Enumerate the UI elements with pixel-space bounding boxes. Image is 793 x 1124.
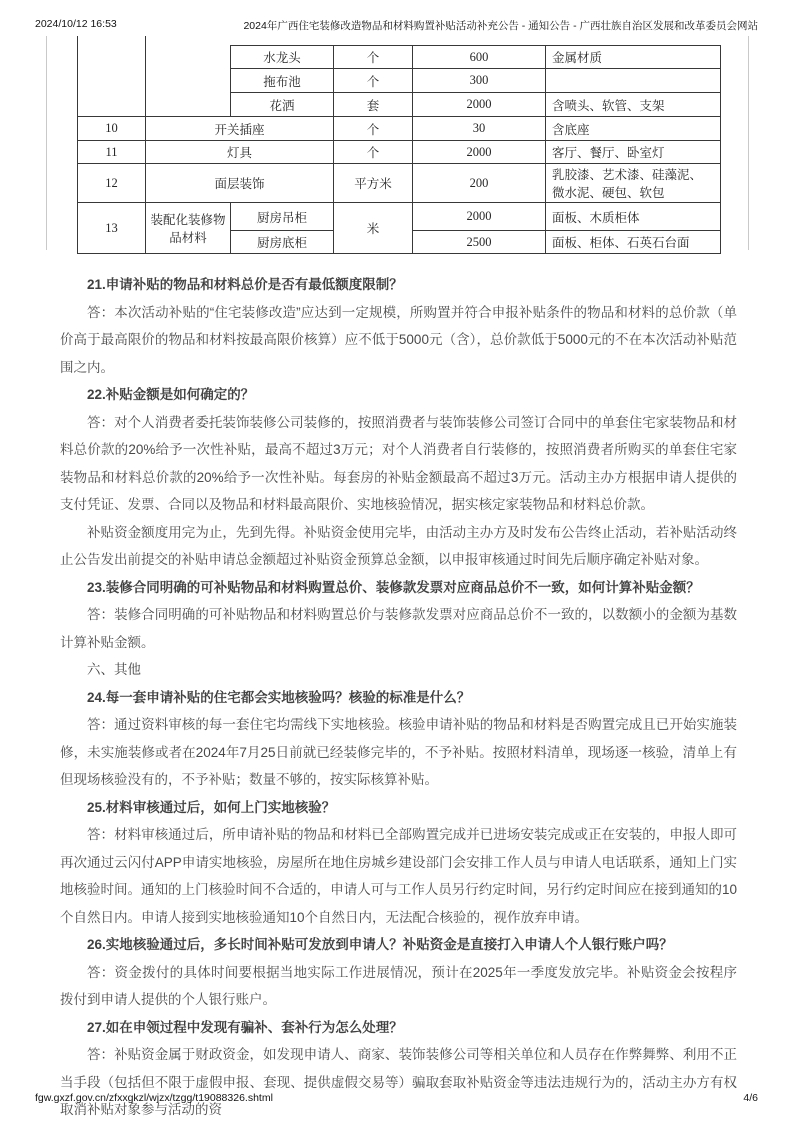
cell-no: 10	[78, 117, 146, 141]
question-22: 22.补贴金额是如何确定的？	[87, 387, 255, 402]
question-27: 27.如在申领过程中发现有骗补、套补行为怎么处理？	[87, 1019, 403, 1035]
cell-item: 水龙头	[231, 46, 334, 69]
cell-no-continued	[78, 46, 146, 117]
table-row	[78, 117, 721, 141]
answer-25: 答：材料审核通过后，所申请补贴的物品和材料已全部购置完成并已进场安装完成或正在安装的，申报人即可再次通过云闪付APP申请实地核验，房屋所在地住房城乡建设部门会安排工作人员与申请人电话联系，通知上门实地核验时间。通知的上门核验时间不合适的，申请人可与工作人员另行约定时间，另行约定时间应在接到通知的10个自然日内。申请人接到实地核验通知10个自然日内，无法配合核验的，视作放弃申请。	[60, 827, 737, 925]
print-datetime: 2024/10/12 16:53	[35, 18, 117, 30]
table-row	[78, 141, 721, 164]
cell-price: 2000	[413, 141, 546, 164]
page-number: 4/6	[743, 1092, 758, 1104]
table-row	[78, 164, 721, 203]
document-body	[60, 271, 737, 1124]
cell-remark: 含底座	[546, 117, 721, 141]
cell-remark: 含喷头、软管、支架	[546, 93, 721, 117]
cell-item: 厨房吊柜	[231, 203, 334, 231]
cell-price: 30	[413, 117, 546, 141]
cell-unit: 平方米	[334, 164, 413, 203]
answer-22-paragraph-2: 补贴资金额度用完为止，先到先得。补贴资金使用完毕，由活动主办方及时发布公告终止活动，若补贴活动终止公告发出前提交的补贴申请总金额超过补贴资金预算总金额，以申报审核通过时间先后顺序确定补贴对象。	[60, 524, 737, 567]
cell-item-name: 面层装饰	[146, 164, 334, 203]
clipped-left-border-line	[46, 36, 47, 250]
cell-no: 11	[78, 141, 146, 164]
answer-21: 答：本次活动补贴的“住宅装修改造”应达到一定规模，所购置并符合申报补贴条件的物品和材料的总价款（单价高于最高限价的物品和材料按最高限价核算）应不低于5000元（含），总价款低于5000元的不在本次活动补贴范围之内。	[60, 304, 737, 375]
cell-remark	[546, 69, 721, 93]
source-url: fgw.gxzf.gov.cn/zfxxgkzl/wjzx/tzgg/t19088326.shtml	[35, 1092, 273, 1104]
cell-category-continued	[146, 46, 231, 117]
cell-unit: 个	[334, 46, 413, 69]
cell-price: 2000	[413, 93, 546, 117]
subsidy-table-wrap	[77, 45, 721, 254]
question-21: 21.申请补贴的物品和材料总价是否有最低额度限制？	[87, 277, 403, 292]
cell-item-name: 开关插座	[146, 117, 334, 141]
question-23: 23.装修合同明确的可补贴物品和材料购置总价、装修款发票对应商品总价不一致，如何计算补贴金额？	[87, 579, 700, 595]
question-24: 24.每一套申请补贴的住宅都会实地核验吗？核验的标准是什么？	[87, 689, 471, 705]
cell-category: 装配化装修物品材料	[146, 203, 231, 254]
page-title: 2024年广西住宅装修改造物品和材料购置补贴活动补充公告 - 通知公告 - 广西壮族自治区发展和改革委员会网站	[243, 20, 758, 32]
answer-26: 答：资金拨付的具体时间要根据当地实际工作进展情况，预计在2025年一季度发放完毕。补贴资金会按程序拨付到申请人提供的个人银行账户。	[60, 964, 737, 1007]
cell-unit: 个	[334, 117, 413, 141]
cell-remark: 面板、柜体、石英石台面	[546, 231, 721, 254]
cell-remark: 客厅、餐厅、卧室灯	[546, 141, 721, 164]
answer-27-truncated: 答：补贴资金属于财政资金，如发现申请人、商家、装饰装修公司等相关单位和人员存在作弊舞弊、利用不正当手段（包括但不限于虚假申报、套现、提供虚假交易等）骗取套取补贴资金等违法违规行为的，活动主办方有权取消补贴对象参与活动的资	[60, 1047, 737, 1117]
clipped-right-border-line	[748, 36, 749, 250]
cell-item: 花洒	[231, 93, 334, 117]
cell-price: 200	[413, 164, 546, 203]
section-heading-6: 六、其他	[87, 662, 141, 677]
cell-remark: 乳胶漆、艺术漆、硅藻泥、微水泥、硬包、软包	[546, 164, 721, 203]
cell-unit: 米	[334, 203, 413, 254]
cell-price: 2000	[413, 203, 546, 231]
cell-remark: 面板、木质柜体	[546, 203, 721, 231]
cell-no: 12	[78, 164, 146, 203]
cell-item-name: 灯具	[146, 141, 334, 164]
answer-24: 答：通过资料审核的每一套住宅均需线下实地核验。核验申请补贴的物品和材料是否购置完成且已开始实施装修，未实施装修或者在2024年7月25日前就已经装修完毕的，不予补贴。按照材料清单，现场逐一核验，清单上有但现场核验没有的，不予补贴；数量不够的，按实际核算补贴。	[60, 717, 737, 787]
table-row	[78, 46, 721, 69]
cell-remark: 金属材质	[546, 46, 721, 69]
print-footer	[35, 1092, 758, 1104]
table-row	[78, 203, 721, 231]
cell-price: 600	[413, 46, 546, 69]
cell-no: 13	[78, 203, 146, 254]
question-25: 25.材料审核通过后，如何上门实地核验？	[87, 799, 336, 815]
cell-unit: 套	[334, 93, 413, 117]
answer-23: 答：装修合同明确的可补贴物品和材料购置总价与装修款发票对应商品总价不一致的，以数额小的金额为基数计算补贴金额。	[60, 607, 737, 650]
question-26: 26.实地核验通过后，多长时间补贴可发放到申请人？补贴资金是直接打入申请人个人银行账户吗？	[87, 937, 673, 952]
cell-price: 300	[413, 69, 546, 93]
print-header	[35, 18, 758, 33]
answer-22-paragraph-1: 答：对个人消费者委托装饰装修公司装修的，按照消费者与装饰装修公司签订合同中的单套住宅家装物品和材料总价款的20%给予一次性补贴，最高不超过3万元；对个人消费者自行装修的，按照消费者所购买的单套住宅家装物品和材料总价款的20%给予一次性补贴。每套房的补贴金额最高不超过3万元。活动主办方根据申请人提供的支付凭证、发票、合同以及物品和材料最高限价、实地核验情况，据实核定家装物品和材料总价款。	[60, 414, 737, 512]
cell-price: 2500	[413, 231, 546, 254]
cell-item: 拖布池	[231, 69, 334, 93]
cell-item: 厨房底柜	[231, 231, 334, 254]
subsidy-table	[77, 45, 721, 254]
cell-unit: 个	[334, 69, 413, 93]
cell-unit: 个	[334, 141, 413, 164]
